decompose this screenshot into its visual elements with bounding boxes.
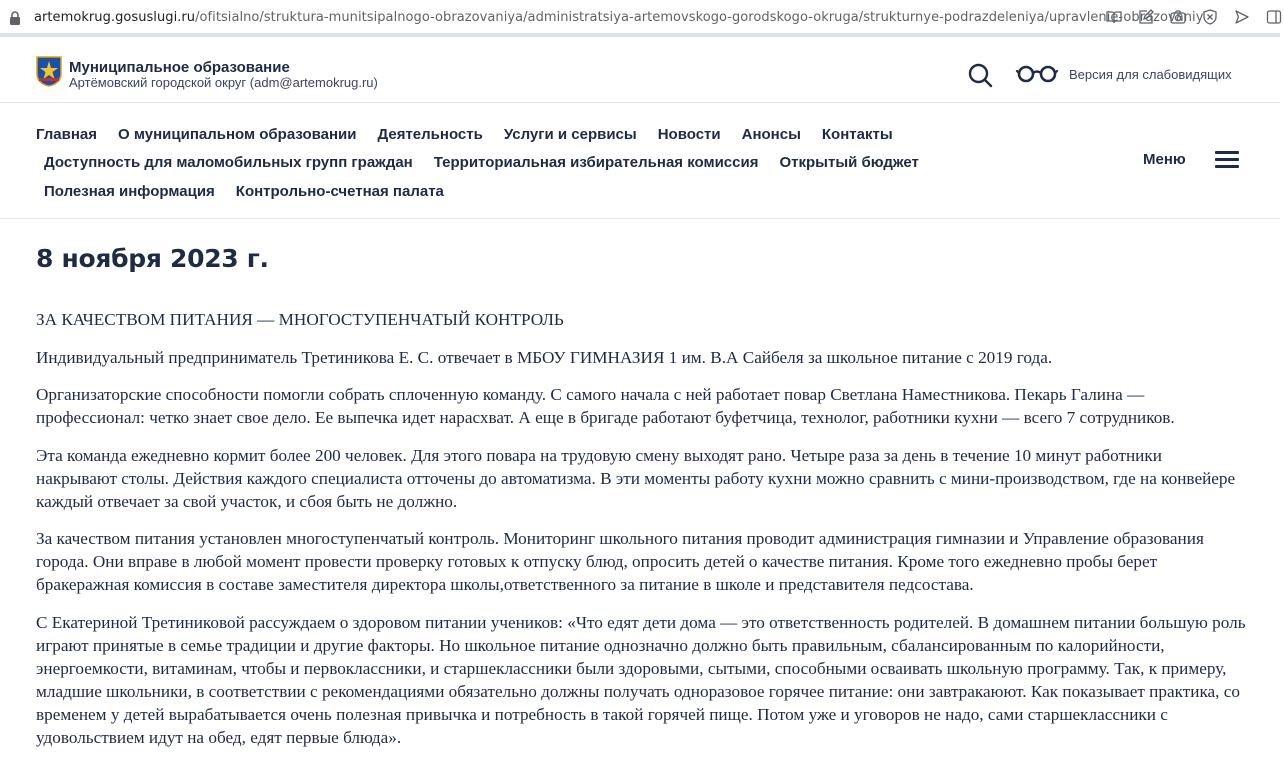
site-header <box>0 41 1280 103</box>
lock-icon[interactable] <box>9 11 21 25</box>
nav-link-activity[interactable]: Деятельность <box>377 126 483 143</box>
browser-address-bar[interactable] <box>0 0 1280 37</box>
sidebar-toggle-icon[interactable] <box>1264 7 1284 27</box>
article-paragraph: Индивидуальный предприниматель Третиникова Е. С. отвечает в МБОУ ГИМНАЗИЯ 1 им. В.А Сайбеля за школьное питание с 2019 года. <box>36 347 1053 367</box>
nav-row-2 <box>44 153 919 173</box>
nav-link-announcements[interactable]: Анонсы <box>741 126 801 143</box>
main-navigation <box>0 104 1280 219</box>
org-subtitle[interactable]: Артёмовский городской округ (adm@artemokrug.ru) <box>69 75 378 90</box>
article-headline: ЗА КАЧЕСТВОМ ПИТАНИЯ — МНОГОСТУПЕНЧАТЫЙ КОНТРОЛЬ <box>36 310 564 329</box>
article-paragraph: За качеством питания установлен многоступенчатый контроль. Мониторинг школьного питания проводит администрация гимназии и Управление образования города. Они вправе в любой момент провести проверку готовых к отпуску блюд, опросить детей о качестве питания. Кроме того ежедневно пробы берет бракеражная комиссия в составе заместителя директора школы,ответственного за питание в школе и представителя педсостава. <box>36 529 1204 594</box>
nav-row-3 <box>44 182 444 202</box>
nav-link-home[interactable]: Главная <box>36 126 98 143</box>
low-vision-version-link[interactable]: Версия для слабовидящих <box>1069 67 1232 82</box>
nav-link-accessibility[interactable]: Доступность для маломобильных групп граждан <box>44 154 413 171</box>
nav-link-election-commission[interactable]: Территориальная избирательная комиссия <box>433 154 759 171</box>
nav-link-services[interactable]: Услуги и сервисы <box>503 126 637 143</box>
search-icon[interactable] <box>967 62 993 88</box>
reading-mode-icon[interactable] <box>1104 7 1124 27</box>
municipal-emblem-logo[interactable] <box>36 56 62 87</box>
menu-button-label[interactable]: Меню <box>1143 151 1186 168</box>
article-date: 8 ноября 2023 г. <box>36 244 269 273</box>
send-icon[interactable] <box>1232 7 1252 27</box>
nav-link-about[interactable]: О муниципальном образовании <box>118 126 357 143</box>
article-body <box>36 308 1246 763</box>
org-name[interactable]: Муниципальное образование <box>69 59 290 76</box>
url-host: artemokrug.gosuslugi.ru <box>34 10 196 25</box>
nav-link-news[interactable]: Новости <box>657 126 721 143</box>
article-paragraph: Эта команда ежедневно кормит более 200 человек. Для этого повара на трудовую смену выходят рано. Четыре раза за день в течение 10 минут работники накрывают столы. Действия каждого специалиста отточены до автоматизма. В эти моменты работу кухни можно сравнить с мини-производством, где на конвейере каждый отвечает за свой участок, и сбоя быть не должно. <box>36 445 1236 511</box>
article-paragraph: Организаторские способности помогли собрать сплоченную команду. С самого начала с ней работает повар Светлана Наместникова. Пекарь Галина — профессионал: четко знает свое дело. Ее выпечка идет нарасхват. А еще в бригаде работают буфетчица, технолог, работники кухни — всего 7 сотрудников. <box>36 385 1175 427</box>
url-path: /ofitsialno/struktura-munitsipalnogo-obrazovaniya/administratsiya-artemovskogo-gorodskogo-okruga/strukturnye-podrazdeleniya/upravlenie-obrazovaniy <box>195 10 1204 25</box>
url-text[interactable] <box>34 9 1204 27</box>
nav-row-1 <box>36 125 893 145</box>
adblock-icon[interactable] <box>1200 7 1220 27</box>
glasses-icon[interactable] <box>1016 64 1058 84</box>
article-paragraph: С Екатериной Третиниковой рассуждаем о здоровом питании учеников: «Что едят дети дома — это ответственность родителей. В домашнем питании большую роль играют принятые в семье традиции и другие факторы. Но школьное питание однозначно должно быть правильным, сбалансированным по калорийности, энергоемкости, витаминам, чтобы и первоклассники, и старшеклассники были здоровыми, сытыми, способными осваивать школьную программу. Так, к примеру, младшие школьники, в соответствии с рекомендациями обязательно должны получать одноразовое горячее питание: они завтракаюют. Как показывает практика, со временем у детей вырабатывается очень полезная привычка и потребность в такой горячей пище. Потом уже и уговоров не надо, сами старшеклассники с удовольствием идут на обед, едят первые блюда». <box>36 612 1246 747</box>
nav-link-useful-info[interactable]: Полезная информация <box>44 183 215 200</box>
hamburger-menu-icon[interactable] <box>1215 151 1239 169</box>
nav-link-open-budget[interactable]: Открытый бюджет <box>779 154 919 171</box>
edit-icon[interactable] <box>1136 7 1156 27</box>
nav-link-audit-chamber[interactable]: Контрольно-счетная палата <box>235 183 444 200</box>
screenshot-icon[interactable] <box>1168 7 1188 27</box>
nav-link-contacts[interactable]: Контакты <box>821 126 893 143</box>
